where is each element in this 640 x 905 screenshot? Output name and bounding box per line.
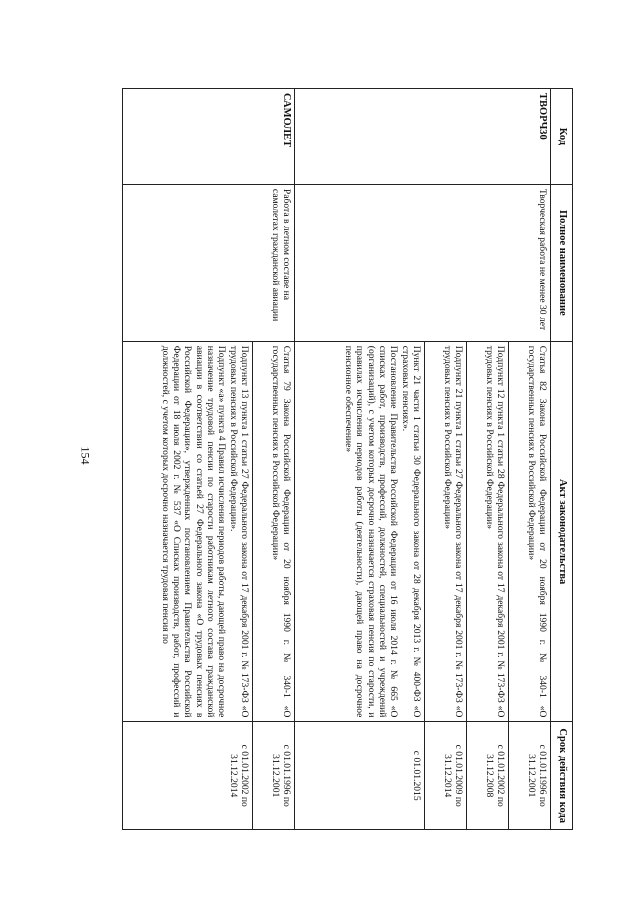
row-name: Работа в летном составе на самолетах гражданской авиации [123,184,295,341]
term-cell: с 01.01.2015 [295,722,425,830]
header-name: Полное наименование [551,184,573,341]
act-text: Статья 79 Закона Российской Федерации от 20 ноября 1990 г. № 340-1 «О государственных пенсиях в Российской Федерации» [269,345,292,718]
act-cell [467,341,509,722]
act-cell [253,341,295,722]
act-text: Подпункт 21 пункта 1 статьи 27 Федерального закона от 17 декабря 2001 г. № 173-ФЗ «О трудовых пенсиях в Российской Федерации» [441,345,464,718]
act-text: Подпункт «а» пункта 4 Правил исчисления периодов работы, дающей право на досрочное назначение трудовой пенсии по старости работникам летного состава гражданской авиации в соответствии со статьей 27 Федерального закона «О трудовых пенсиях в Российской Федерации», утвержденных постановлением Правительства Российской Федерации от 18 июля 2002 г. № 537 «О Списках производств, работ, профессий и должностей, с учетом которых досрочно назначается трудовая пенсия по [159,345,228,718]
term-cell: с 01.01.1996 по 31.12.2001 [509,722,551,830]
term-cell: с 01.01.2002 по 31.12.2014 [123,722,253,830]
term-cell: с 01.01.2002 по 31.12.2008 [467,722,509,830]
table-header-row [551,89,573,830]
row-code: ТВОРЧ30 [295,89,551,185]
act-cell [509,341,551,722]
codes-table [122,88,573,830]
row-name: Творческая работа не менее 30 лет [295,184,551,341]
header-code: Код [551,89,573,185]
header-term: Срок действия кода [551,722,573,830]
act-text: Постановление Правительства Российской Федерации от 16 июля 2014 г. № 665 «О списках работ, производств, профессий, должностей, специальностей и учреждений (организаций), с учетом которых досрочно назначается страховая пенсия по старости, и правилах исчисления периодов работы (деятельности), дающей право на досрочное пенсионное обеспечение» [343,345,400,718]
act-text: Статья 82 Закона Российской Федерации от 20 ноября 1990 г. № 340-1 «О государственных пенсиях в Российской Федерации» [525,345,548,718]
header-act: Акт законодательства [551,341,573,722]
term-cell: с 01.01.2009 по 31.12.2014 [425,722,467,830]
table-row [509,89,551,830]
table-row [253,89,295,830]
act-cell [425,341,467,722]
row-code: САМОЛЕТ [123,89,295,185]
act-cell [295,341,425,722]
act-cell [123,341,253,722]
term-cell: с 01.01.1996 по 31.12.2001 [253,722,295,830]
rotated-page [107,88,573,830]
page-number: 154 [78,446,93,465]
act-text: Подпункт 13 пункта 1 статьи 27 Федерального закона от 17 декабря 2001 г. № 173-ФЗ «О трудовых пенсиях в Российской Федерации». [227,345,250,718]
act-text: Пункт 21 части 1 статьи 30 Федерального закона от 28 декабря 2013 г. № 400-ФЗ «О страховых пенсиях». [399,345,422,718]
act-text: Подпункт 12 пункта 1 статьи 28 Федерального закона от 17 декабря 2001 г. № 173-ФЗ «О трудовых пенсиях в Российской Федерации» [483,345,506,718]
